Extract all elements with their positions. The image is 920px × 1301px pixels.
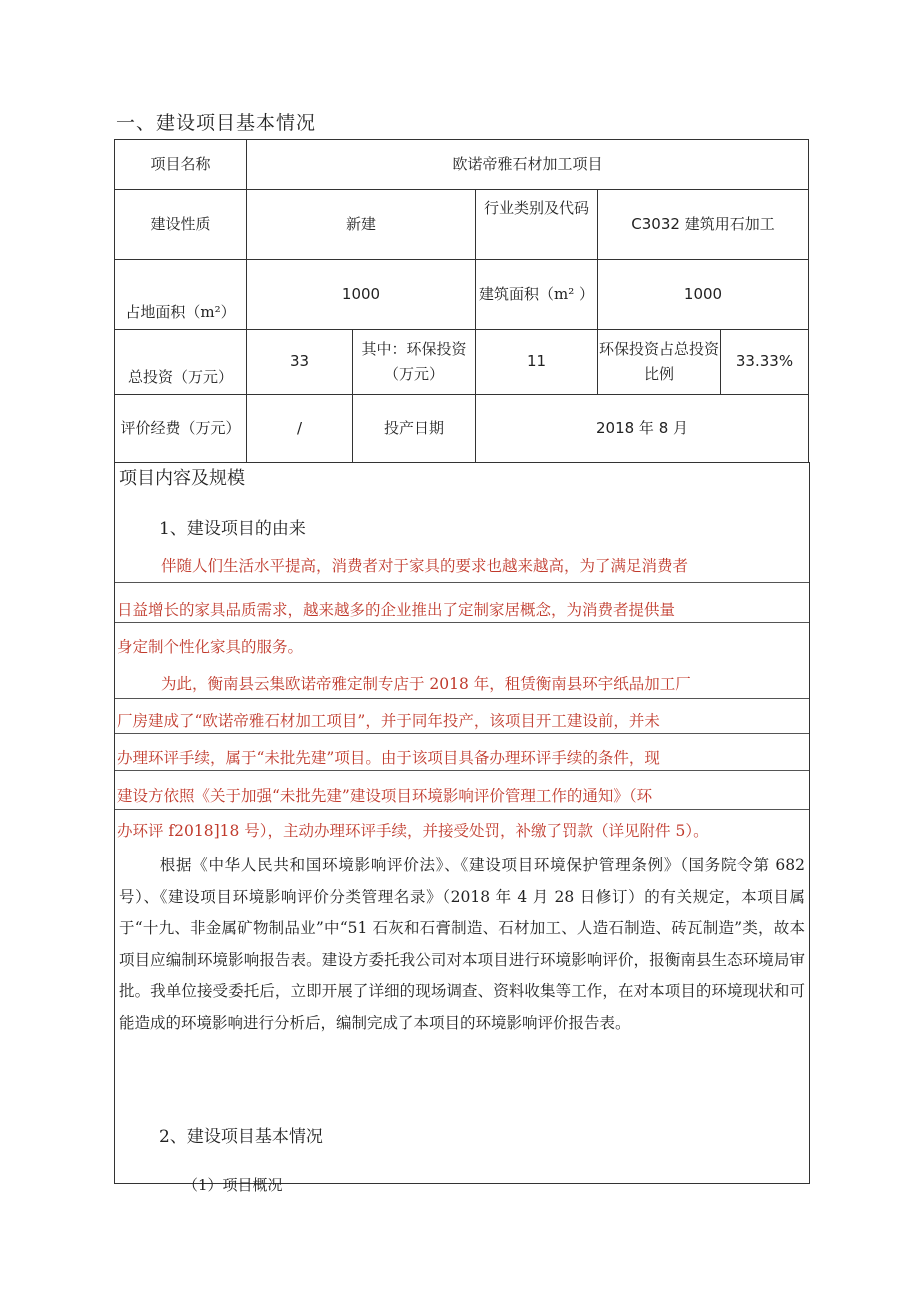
nature-label: 建设性质 xyxy=(115,190,247,260)
body-paragraph: 根据《中华人民共和国环境影响评价法》、《建设项目环境保护管理条例》（国务院令第 682 号）、《建设项目环境影响评价分类管理名录》（2018 年 4 月 28 日修订）的有关规定，本项目属于“十九、非金属矿物制品业”中“51 石灰和石膏制造、石材加工、人造石制造、砖瓦制造”类，故本项目应编制环境影响报告表。建设方委托我公司对本项目进行环境影响评价，报衡南县生态环境局审批。我单位接受委托后，立即开展了详细的现场调查、资料收集等工作，在对本项目的环境现状和可能造成的环境影响进行分析后，编制完成了本项目的环境影响评价报告表。 xyxy=(119,856,805,1032)
section-heading: 一、建设项目基本情况 xyxy=(116,112,317,134)
eval-cost-label: 评价经费（万元） xyxy=(115,395,247,463)
project-info-table xyxy=(114,139,809,463)
rule-line xyxy=(115,622,809,623)
red-line-2: 日益增长的家具品质需求，越来越多的企业推出了定制家居概念，为消费者提供量 xyxy=(117,601,676,619)
env-investment-value: 11 xyxy=(476,330,598,395)
rule-line xyxy=(115,770,809,771)
building-area-label: 建筑面积（m² ） xyxy=(476,260,598,330)
section1-title: 1、建设项目的由来 xyxy=(159,519,306,539)
red-line-1: 伴随人们生活水平提高，消费者对于家具的要求也越来越高，为了满足消费者 xyxy=(161,557,689,575)
operation-date-label: 投产日期 xyxy=(353,395,476,463)
eval-cost-value: / xyxy=(247,395,353,463)
rule-line xyxy=(115,809,809,810)
nature-value: 新建 xyxy=(247,190,476,260)
project-name-label: 项目名称 xyxy=(115,140,247,190)
investment-value: 33 xyxy=(247,330,353,395)
red-line-8: 办环评 f2018]18 号），主动办理环评手续，并接受处罚，补缴了罚款（详见附件 5）。 xyxy=(117,822,709,840)
rule-line xyxy=(115,698,809,699)
industry-value: C3032 建筑用石加工 xyxy=(598,190,809,260)
land-area-value: 1000 xyxy=(247,260,476,330)
red-line-6: 办理环评手续，属于“未批先建”项目。由于该项目具备办理环评手续的条件，现 xyxy=(117,749,660,767)
rule-line xyxy=(115,582,809,583)
industry-label: 行业类别及代码 xyxy=(476,190,598,260)
content-title: 项目内容及规模 xyxy=(119,468,245,489)
project-content-box xyxy=(114,462,810,1194)
red-line-4: 为此，衡南县云集欧诺帝雅定制专店于 2018 年，租赁衡南县环宇纸品加工厂 xyxy=(161,675,691,693)
cut-off-text: （1）项目概况 xyxy=(183,1176,283,1194)
building-area-value: 1000 xyxy=(598,260,809,330)
red-line-5: 厂房建成了“欧诺帝雅石材加工项目”，并于同年投产，该项目开工建设前，并未 xyxy=(117,712,660,730)
rule-line xyxy=(115,733,809,734)
env-ratio-label: 环保投资占总投资比例 xyxy=(598,330,721,395)
land-area-label: 占地面积（m²） xyxy=(115,260,247,330)
red-line-7: 建设方依照《关于加强“未批先建”建设项目环境影响评价管理工作的通知》（环 xyxy=(117,787,653,805)
env-ratio-value: 33.33% xyxy=(721,330,809,395)
operation-date-value: 2018 年 8 月 xyxy=(476,395,809,463)
section2-title: 2、建设项目基本情况 xyxy=(159,1127,323,1147)
investment-label: 总投资（万元） xyxy=(115,330,247,395)
env-investment-label: 其中：环保投资（万元） xyxy=(353,330,476,395)
red-line-3: 身定制个性化家具的服务。 xyxy=(117,638,304,656)
project-name-value: 欧诺帝雅石材加工项目 xyxy=(247,140,809,190)
